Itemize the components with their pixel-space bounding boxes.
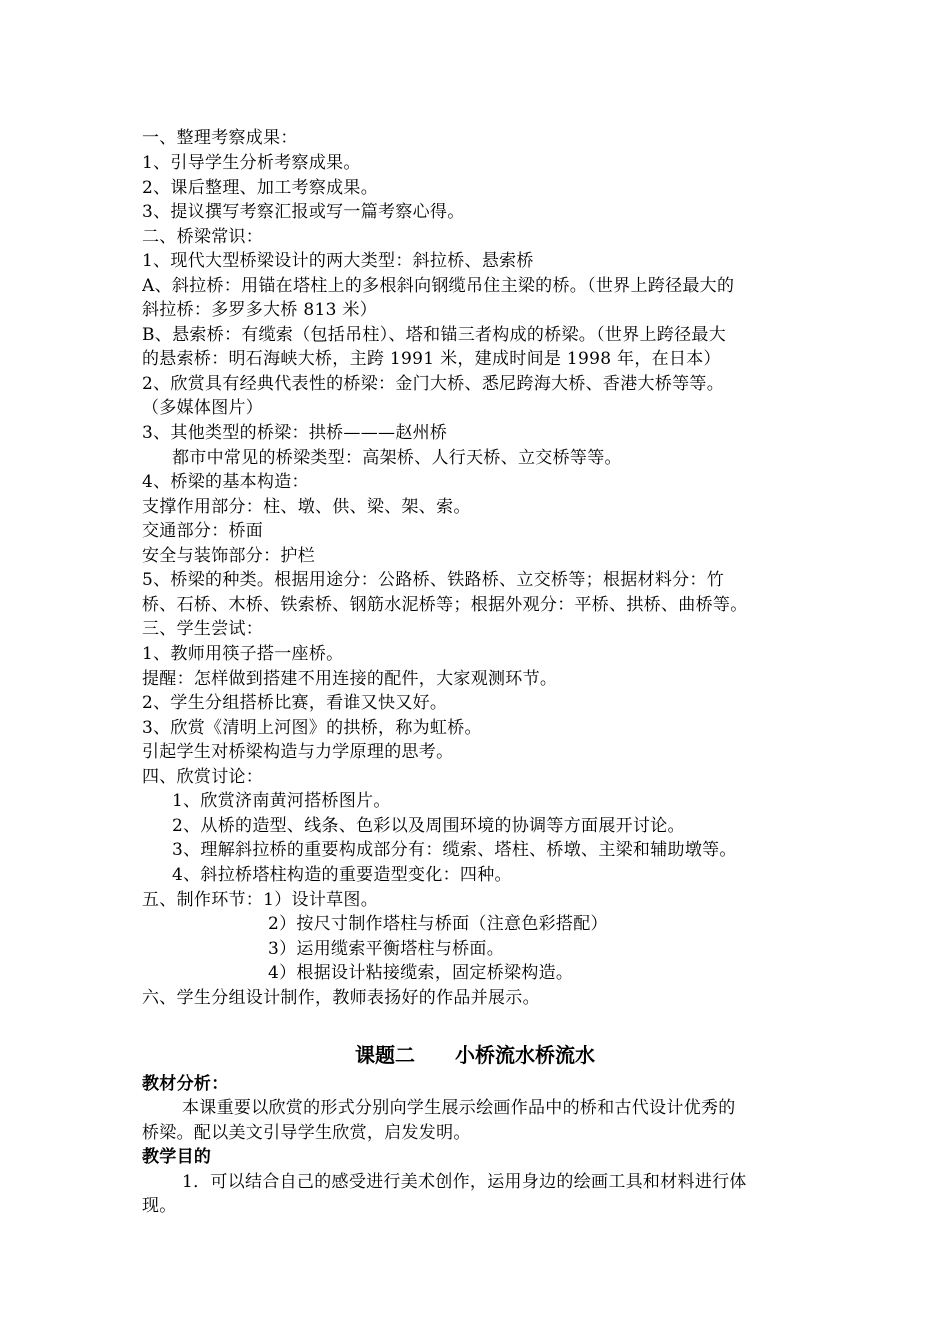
text-line: 1、欣赏济南黄河搭桥图片。 [172,791,391,811]
text-line: 斜拉桥：多罗多大桥 813 米） [142,300,378,320]
text-line: 3、欣赏《清明上河图》的拱桥，称为虹桥。 [142,718,482,738]
text-line: 2、从桥的造型、线条、色彩以及周围环境的协调等方面展开讨论。 [172,816,685,836]
text-line: 引起学生对桥梁构造与力学原理的思考。 [142,742,454,762]
text-line: 3、提议撰写考察汇报或写一篇考察心得。 [142,202,465,222]
text-line: 3）运用缆索平衡塔柱与桥面。 [268,939,505,959]
text-line: 支撑作用部分：柱、墩、供、梁、架、索。 [142,497,471,517]
text-line: 交通部分：桥面 [142,521,264,541]
text-line: 的悬索桥：明石海峡大桥，主跨 1991 米，建成时间是 1998 年，在日本） [142,349,721,369]
text-line: 2、欣赏具有经典代表性的桥梁：金门大桥、悉尼跨海大桥、香港大桥等等。 [142,374,725,394]
text-line: 现。 [142,1196,177,1216]
text-line: 安全与装饰部分：护栏 [142,546,315,566]
text-line: 二、桥梁常识： [142,227,264,247]
text-line: 2、课后整理、加工考察成果。 [142,178,379,198]
text-line: 1、引导学生分析考察成果。 [142,153,361,173]
text-line: 本课重要以欣赏的形式分别向学生展示绘画作品中的桥和古代设计优秀的 [182,1098,736,1118]
text-line: 桥、石桥、木桥、铁索桥、钢筋水泥桥等；根据外观分：平桥、拱桥、曲桥等。 [142,595,748,615]
text-line: 四、欣赏讨论： [142,767,264,787]
text-line: 3、理解斜拉桥的重要构成部分有：缆索、塔柱、桥墩、主梁和辅助墩等。 [172,840,737,860]
text-line: 一、整理考察成果： [142,128,298,148]
text-line: 3、其他类型的桥梁：拱桥———赵州桥 [142,423,448,443]
text-line: （多媒体图片） [142,398,264,418]
text-line: 4、桥梁的基本构造： [142,472,309,492]
text-line: B、悬索桥：有缆索（包括吊柱）、塔和锚三者构成的桥梁。（世界上跨径最大 [142,325,726,345]
text-line: 1．可以结合自己的感受进行美术创作，运用身边的绘画工具和材料进行体 [182,1172,747,1192]
text-line: 4）根据设计粘接缆索，固定桥梁构造。 [268,963,574,983]
text-line: 桥梁。配以美文引导学生欣赏，启发发明。 [142,1123,471,1143]
text-line: 2）按尺寸制作塔柱与桥面（注意色彩搭配） [268,914,608,934]
goal-heading: 教学目的 [142,1147,212,1167]
text-line: 2、学生分组搭桥比赛，看谁又快又好。 [142,693,448,713]
text-line: 5、桥梁的种类。根据用途分：公路桥、铁路桥、立交桥等；根据材料分：竹 [142,570,725,590]
text-line: 提醒：怎样做到搭建不用连接的配件，大家观测环节。 [142,669,558,689]
section-title: 课题二 小桥流水桥流水 [355,1043,595,1067]
analysis-heading: 教材分析： [142,1074,229,1094]
text-line: 4、斜拉桥塔柱构造的重要造型变化：四种。 [172,865,512,885]
text-line: 六、学生分组设计制作，教师表扬好的作品并展示。 [142,988,540,1008]
text-line: 五、制作环节：1）设计草图。 [142,890,379,910]
text-line: 1、现代大型桥梁设计的两大类型：斜拉桥、悬索桥 [142,251,534,271]
text-line: 1、教师用筷子搭一座桥。 [142,644,344,664]
text-line: A、斜拉桥：用锚在塔柱上的多根斜向钢缆吊住主梁的桥。（世界上跨径最大的 [142,276,735,296]
text-line: 都市中常见的桥梁类型：高架桥、人行天桥、立交桥等等。 [172,448,622,468]
text-line: 三、学生尝试： [142,619,264,639]
